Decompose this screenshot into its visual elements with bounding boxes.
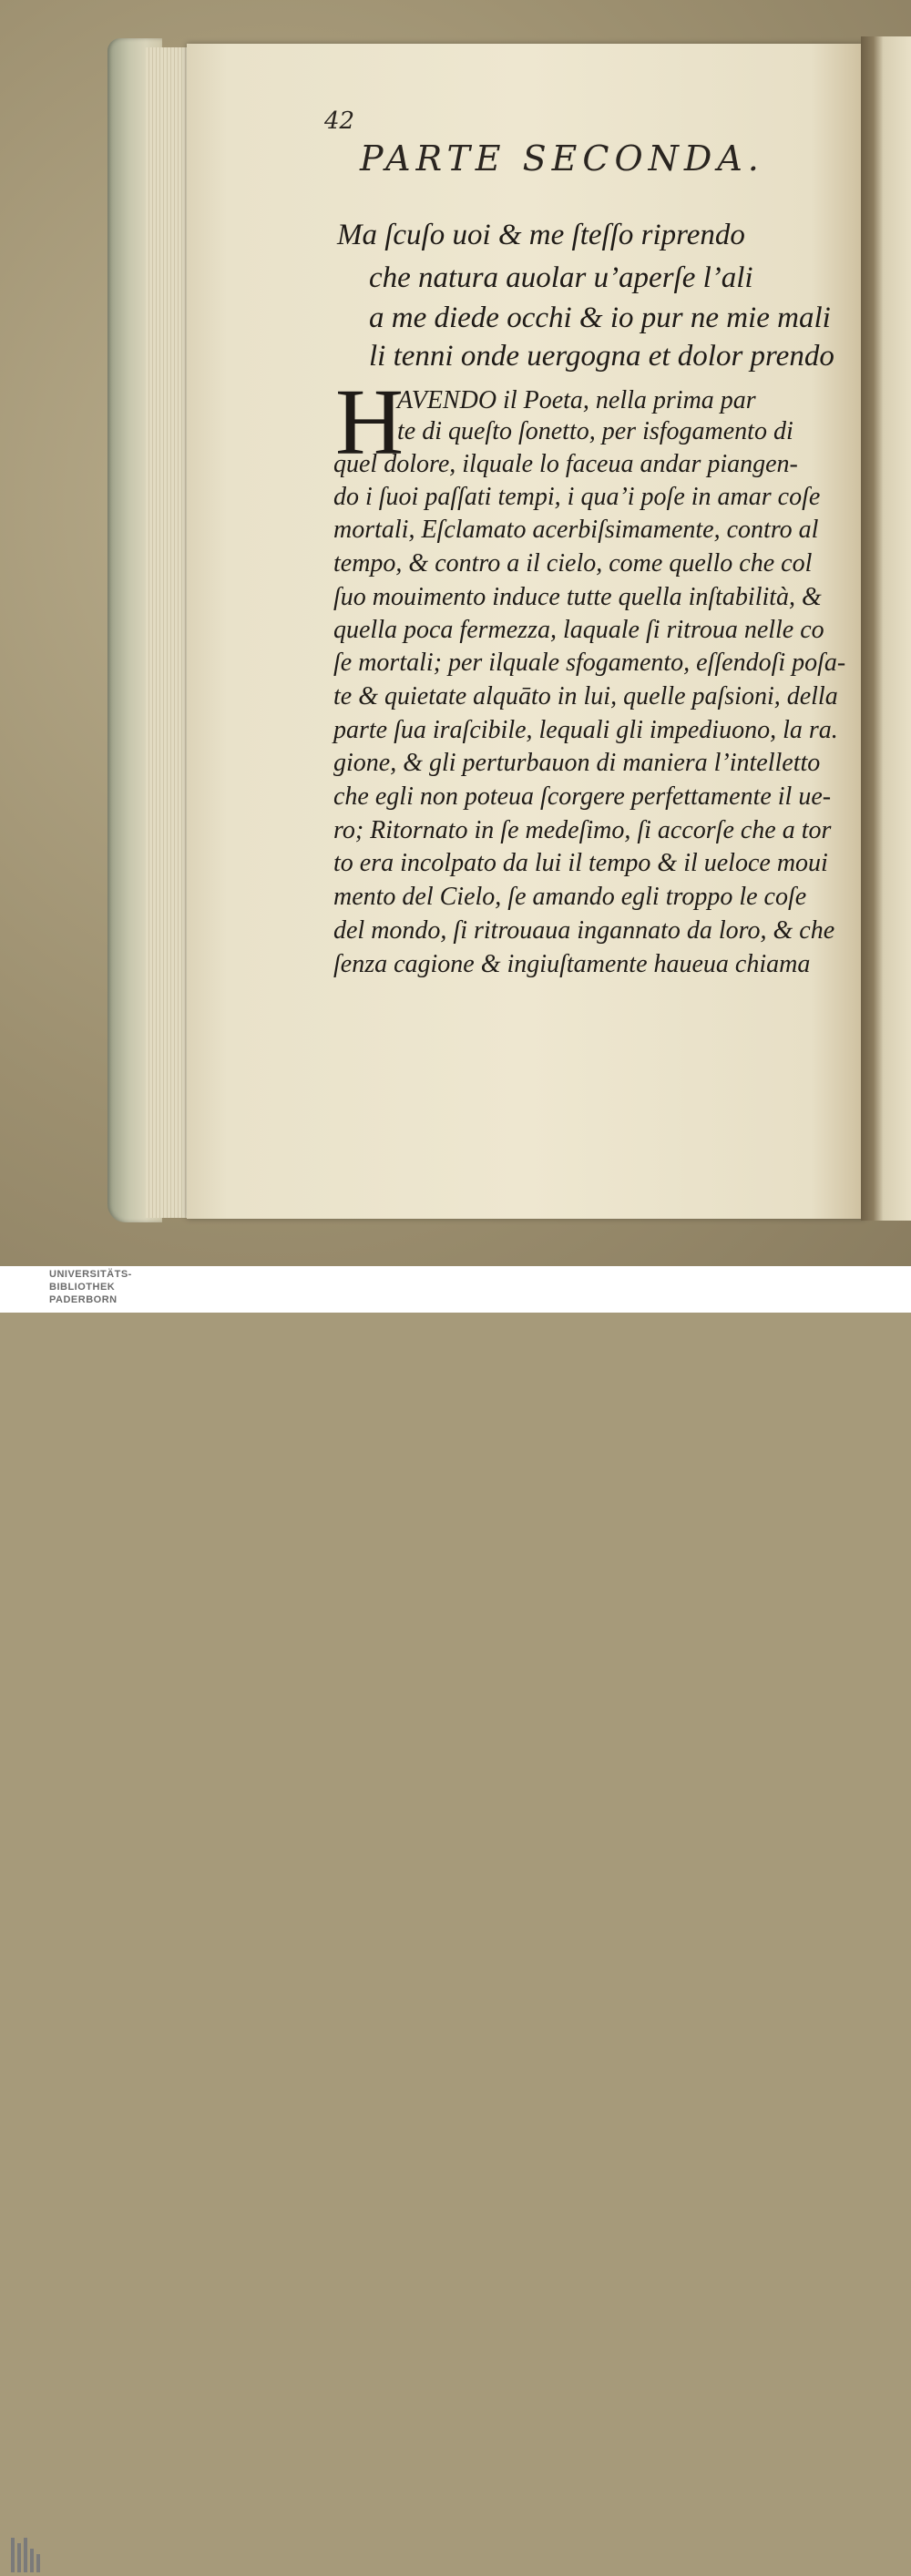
prose-line: te & quietate alquāto in lui, quelle paſsioni, della xyxy=(333,682,838,710)
prose-line: ſuo mouimento induce tutte quella inſtabilità, & xyxy=(333,583,822,611)
prose-line: mento del Cielo, ſe amando egli troppo le coſe xyxy=(333,883,807,911)
prose-line: te di queſto ſonetto, per isfogamento di xyxy=(397,417,793,445)
verse-line: che natura auolar u’aperſe l’ali xyxy=(369,261,753,294)
library-name-line1: UNIVERSITÄTS- xyxy=(49,1269,132,1280)
prose-line: che egli non poteua ſcorgere perfettamente il ue- xyxy=(333,782,832,811)
page-heading: PARTE SECONDA. xyxy=(360,138,764,179)
library-footer xyxy=(0,1266,911,1313)
prose-line: tempo, & contro a il cielo, come quello che col xyxy=(333,549,813,578)
library-logo-icon xyxy=(9,2534,42,2576)
library-name-line3: PADERBORN xyxy=(49,1294,118,1305)
prose-line: ſe mortali; per ilquale sfogamento, eſſendoſi poſa- xyxy=(333,649,846,677)
library-name-line2: BIBLIOTHEK xyxy=(49,1282,116,1293)
prose-line: do i ſuoi paſſati tempi, i qua’i poſe in amar coſe xyxy=(333,483,821,511)
prose-line: parte ſua iraſcibile, lequali gli impediuono, la ra. xyxy=(333,716,838,744)
prose-line: ro; Ritornato in ſe medeſimo, ſi accorſe che a tor xyxy=(333,816,832,844)
verse-line: Ma ſcuſo uoi & me ſteſſo riprendo xyxy=(337,219,745,251)
verse-line: li tenni onde uergogna et dolor prendo xyxy=(369,340,834,373)
prose-line: ſenza cagione & ingiuſtamente haueua chiama xyxy=(333,950,811,978)
page-number: 42 xyxy=(324,107,355,135)
prose-line: to era incolpato da lui il tempo & il ueloce moui xyxy=(333,849,828,877)
prose-line: AVENDO il Poeta, nella prima par xyxy=(397,386,756,414)
book-gutter xyxy=(861,36,911,1221)
prose-line: mortali, Eſclamato acerbiſsimamente, contro al xyxy=(333,516,819,544)
prose-line: quel dolore, ilquale lo faceua andar piangen- xyxy=(333,450,798,478)
drop-capital: H xyxy=(335,370,404,475)
prose-line: quella poca fermezza, laquale ſi ritroua nelle co xyxy=(333,616,824,644)
prose-line: del mondo, ſi ritrouaua ingannato da loro, & che xyxy=(333,916,835,945)
verse-line: a me diede occhi & io pur ne mie mali xyxy=(369,302,831,334)
prose-line: gione, & gli perturbauon di maniera l’intelletto xyxy=(333,749,821,777)
